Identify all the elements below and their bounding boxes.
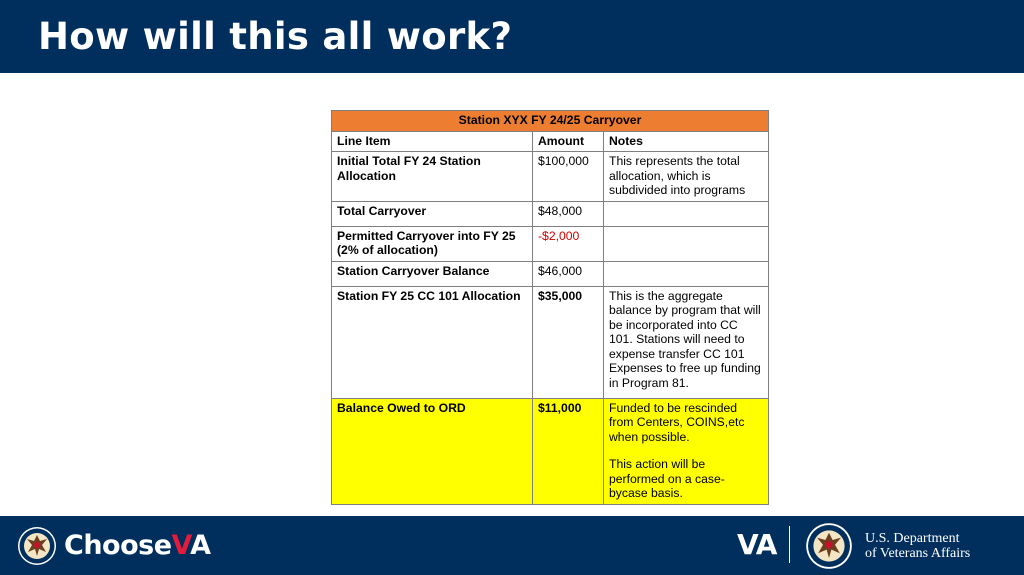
row-amount: $46,000 xyxy=(533,261,604,286)
table-row xyxy=(332,286,769,398)
table-caption: Station XYX FY 24/25 Carryover xyxy=(332,111,769,132)
table-row xyxy=(332,152,769,202)
choose-va-logo xyxy=(64,527,211,565)
row-item: Permitted Carryover into FY 25 (2% of allocation) xyxy=(332,226,533,261)
row-note xyxy=(604,201,769,226)
column-header-notes: Notes xyxy=(604,131,769,152)
choose-logo-a: A xyxy=(190,530,211,561)
slide-title: How will this all work? xyxy=(38,15,513,58)
row-note: This is the aggregate balance by program that will be incorporated into CC 101. Stations will need to expense transfer CC 101 Expenses to free up funding in Program 81. xyxy=(604,286,769,398)
table-row xyxy=(332,226,769,261)
row-note xyxy=(604,226,769,261)
table-row xyxy=(332,261,769,286)
row-amount: $100,000 xyxy=(533,152,604,202)
row-item: Station Carryover Balance xyxy=(332,261,533,286)
choose-logo-text: Choose xyxy=(64,530,172,561)
row-note: This represents the total allocation, which is subdivided into programs xyxy=(604,152,769,202)
row-note xyxy=(604,261,769,286)
title-bar xyxy=(0,0,1024,73)
row-note-cell xyxy=(604,398,769,504)
department-line-2: of Veterans Affairs xyxy=(865,546,971,561)
column-header-line-item: Line Item xyxy=(332,131,533,152)
row-item: Total Carryover xyxy=(332,201,533,226)
column-header-amount: Amount xyxy=(533,131,604,152)
carryover-table xyxy=(331,110,769,505)
table-caption-row xyxy=(332,111,769,132)
va-logo: VA xyxy=(737,528,777,561)
row-amount: $11,000 xyxy=(533,398,604,504)
choose-logo-v: V xyxy=(171,530,191,561)
table-row xyxy=(332,201,769,226)
row-note-second: This action will be performed on a case-bycase basis. xyxy=(609,457,725,500)
row-item: Initial Total FY 24 Station Allocation xyxy=(332,152,533,202)
row-amount: $48,000 xyxy=(533,201,604,226)
row-item: Balance Owed to ORD xyxy=(332,398,533,504)
row-amount: -$2,000 xyxy=(533,226,604,261)
row-item: Station FY 25 CC 101 Allocation xyxy=(332,286,533,398)
row-amount: $35,000 xyxy=(533,286,604,398)
table-row-highlighted xyxy=(332,398,769,504)
department-line-1: U.S. Department xyxy=(865,531,960,546)
footer-divider xyxy=(789,526,790,563)
row-note: Funded to be rescinded from Centers, COINS,etc when possible. xyxy=(609,400,745,444)
va-seal-icon xyxy=(17,526,57,566)
department-name xyxy=(865,531,970,561)
va-seal-icon xyxy=(805,522,853,570)
table-header-row xyxy=(332,131,769,152)
